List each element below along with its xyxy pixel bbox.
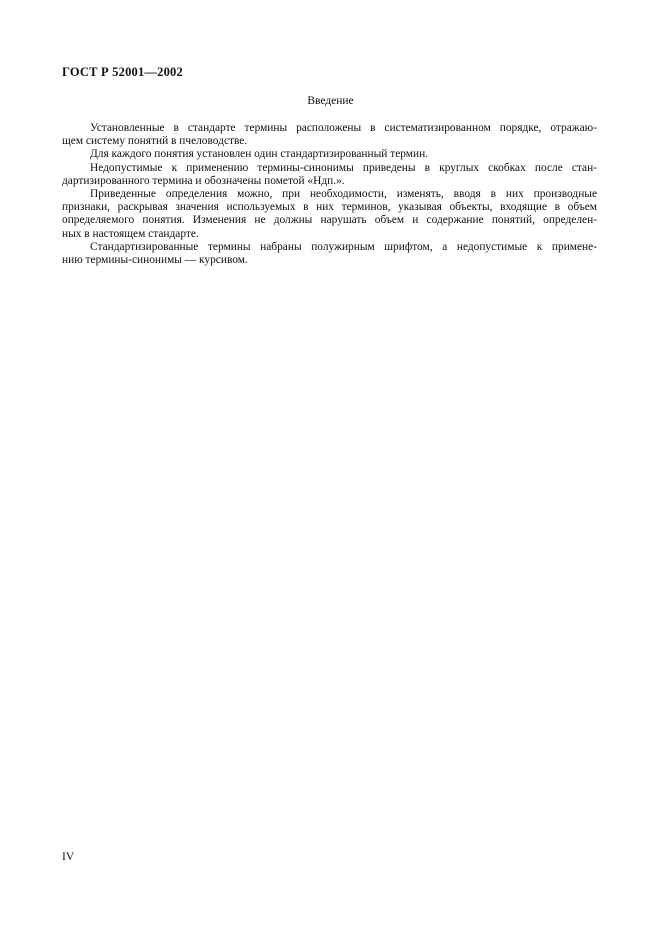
page-number: IV bbox=[62, 851, 75, 863]
paragraph-line: щем систему понятий в пчеловодстве. bbox=[62, 135, 248, 148]
paragraph-line: ных в настоящем стандарте. bbox=[62, 227, 199, 240]
paragraph-line: Для каждого понятия установлен один стандартизированный термин. bbox=[90, 148, 429, 161]
paragraph-line: дартизированного термина и обозначены пометой «Ндп.». bbox=[62, 174, 345, 187]
paragraph-line: Недопустимые к применению термины-синонимы приведены в круглых скобках после стан- bbox=[90, 161, 597, 174]
paragraph-3 bbox=[62, 162, 597, 188]
paragraph-1 bbox=[62, 122, 597, 148]
paragraph-line: нию термины-синонимы — курсивом. bbox=[62, 254, 248, 267]
paragraph-line: Приведенные определения можно, при необходимости, изменять, вводя в них производные bbox=[90, 188, 597, 201]
section-title: Введение bbox=[307, 95, 354, 107]
standard-code-header: ГОСТ Р 52001—2002 bbox=[62, 65, 183, 79]
paragraph-line: Стандартизированные термины набраны полужирным шрифтом, а недопустимые к примене- bbox=[90, 240, 597, 253]
paragraph-line: определяемого понятия. Изменения не должны нарушать объем и содержание понятий, определен- bbox=[62, 214, 597, 227]
introduction-body bbox=[62, 122, 597, 267]
paragraph-2 bbox=[62, 148, 597, 161]
paragraph-4 bbox=[62, 188, 597, 241]
paragraph-line: Установленные в стандарте термины расположены в систематизированном порядке, отражаю- bbox=[90, 122, 597, 134]
paragraph-5 bbox=[62, 241, 597, 267]
paragraph-line: признаки, раскрывая значения используемых в них терминов, указывая объекты, входящие в объем bbox=[62, 201, 597, 214]
